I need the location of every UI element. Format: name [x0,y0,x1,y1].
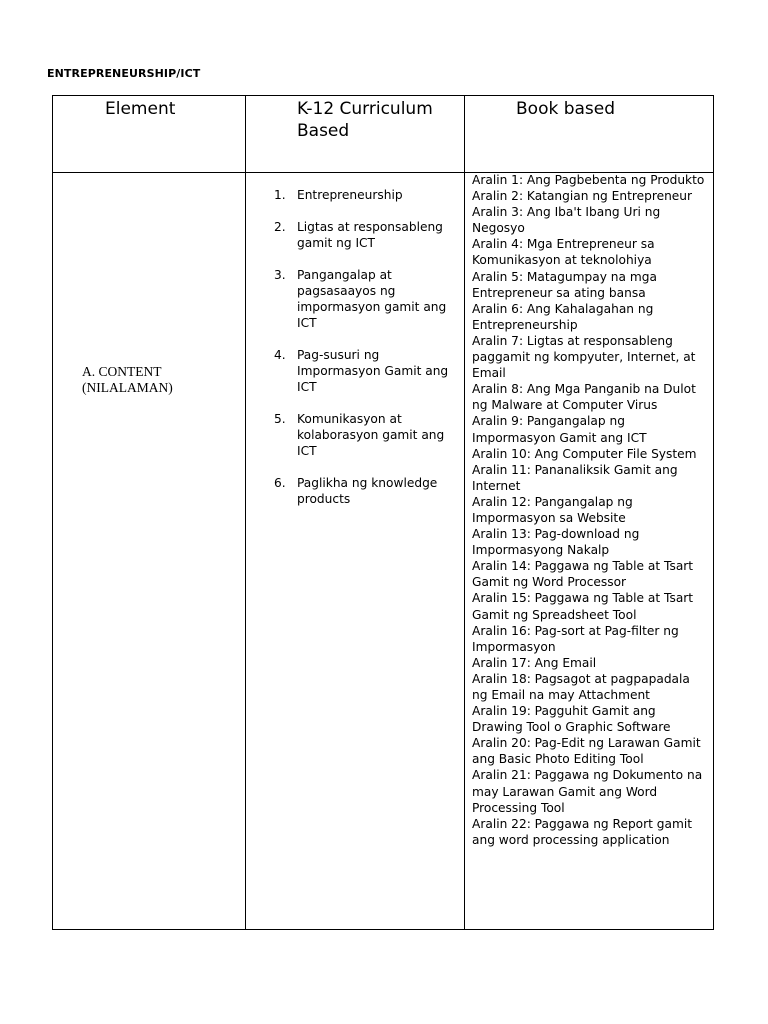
element-cell [53,173,246,930]
list-item [246,267,464,331]
lesson-item: Aralin 20: Pag-Edit ng Larawan Gamit ang Basic Photo Editing Tool [472,736,701,767]
list-item-text: Entrepreneurship [297,188,403,202]
list-item-number: 6. [274,476,286,490]
element-label: A. CONTENT (NILALAMAN) [82,364,173,395]
lesson-item: Aralin 1: Ang Pagbebenta ng Produkto [472,173,705,187]
list-item-text: Pangangalap at pagsasaayos ng impormasyon gamit ang ICT [297,268,447,330]
lesson-item: Aralin 17: Ang Email [472,655,597,670]
curriculum-table [52,95,714,930]
list-item [246,347,464,395]
lesson-item: Aralin 9: Pangangalap ng Impormasyon Gamit ang ICT [472,414,647,445]
header-cell-k12 [246,96,465,173]
k12-list [246,173,464,507]
lesson-item: Aralin 11: Pananaliksik Gamit ang Internet [472,462,678,493]
list-item-text: Komunikasyon at kolaborasyon gamit ang ICT [297,412,445,458]
list-item-number: 4. [274,348,286,362]
header-cell-element [53,96,246,173]
lesson-item: Aralin 12: Pangangalap ng Impormasyon sa Website [472,494,633,525]
list-item-text: Pag-susuri ng Impormasyon Gamit ang ICT [297,348,449,394]
list-item [246,187,464,203]
lesson-item: Aralin 3: Ang Iba't Ibang Uri ng Negosyo [472,205,661,236]
list-item-text: Paglikha ng knowledge products [297,476,438,506]
lesson-item: Aralin 14: Paggawa ng Table at Tsart Gamit ng Word Processor [472,559,694,590]
list-item-number: 3. [274,268,286,282]
list-item-number: 5. [274,412,286,426]
lesson-item: Aralin 22: Paggawa ng Report gamit ang word processing application [472,816,693,847]
header-book-based: Book based [516,99,616,119]
lesson-item: Aralin 15: Paggawa ng Table at Tsart Gamit ng Spreadsheet Tool [472,591,694,622]
list-item-number: 1. [274,188,286,202]
lesson-item: Aralin 18: Pagsagot at pagpapadala ng Email na may Attachment [472,671,690,702]
lesson-item: Aralin 4: Mga Entrepreneur sa Komunikasyon at teknolohiya [472,237,655,268]
lesson-item: Aralin 5: Matagumpay na mga Entrepreneur sa ating bansa [472,269,657,300]
lesson-item: Aralin 2: Katangian ng Entrepreneur [472,189,693,204]
list-item-text: Ligtas at responsableng gamit ng ICT [297,220,443,250]
lesson-item: Aralin 21: Paggawa ng Dokumento na may Larawan Gamit ang Word Processing Tool [472,768,703,815]
lesson-item: Aralin 13: Pag-download ng Impormasyong Nakalp [472,527,640,558]
lesson-item: Aralin 8: Ang Mga Panganib na Dulot ng Malware at Computer Virus [472,382,696,413]
table-header-row [53,96,714,173]
list-item [246,411,464,459]
header-k12-curriculum: K-12 Curriculum Based [297,99,433,141]
list-item [246,219,464,251]
lesson-item: Aralin 7: Ligtas at responsableng paggamit ng kompyuter, Internet, at Email [472,333,696,381]
lesson-item: Aralin 19: Pagguhit Gamit ang Drawing Tool o Graphic Software [472,704,671,735]
lesson-item: Aralin 6: Ang Kahalagahan ng Entrepreneurship [472,301,654,332]
book-list [465,172,713,848]
list-item [246,475,464,507]
lesson-item: Aralin 16: Pag-sort at Pag-filter ng Impormasyon [472,623,679,654]
header-cell-book [465,96,714,173]
table-row [53,173,714,930]
document-title: ENTREPRENEURSHIP/ICT [47,67,201,80]
header-element: Element [105,99,176,119]
list-item-number: 2. [274,220,286,234]
book-cell [465,173,714,930]
lesson-item: Aralin 10: Ang Computer File System [472,446,697,461]
k12-cell [246,173,465,930]
